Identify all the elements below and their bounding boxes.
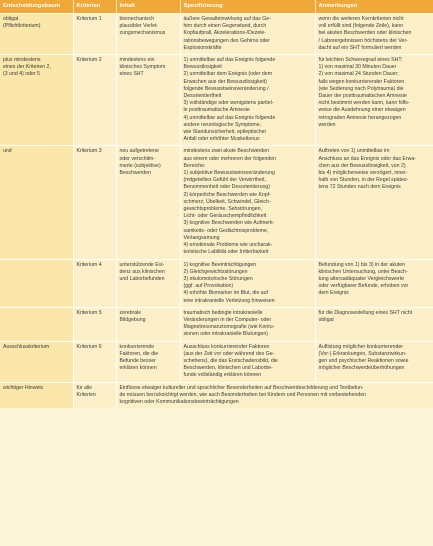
notes-cell-line: / Laborergebnissen höchstens der Ver-: [318, 37, 408, 44]
specification-cell-line: traumatisch bedingte intrakranielle: [183, 309, 263, 316]
notes-cell-line: Anschluss an das Ereignis oder das Erwa-: [318, 155, 416, 162]
specification-cell-line: (mitgeteiltes Gefühl der Verwirrtheit,: [183, 177, 266, 184]
content-cell: [116, 14, 180, 55]
specification-cell-line: samkeits- oder Gedächtnisprobleme,: [183, 227, 269, 234]
specification-cell-line: folgende Bewusstseinsveränderung /: [183, 85, 269, 92]
specification-cell-line: Verlangsamung: [183, 234, 220, 241]
content-cell-line: und Laborbefunden: [119, 275, 165, 282]
specification-cell-line: Erwachen aus der Bewusstlosigkeit): [183, 78, 267, 85]
specification-cell-line: gewichtsprobleme, Sehstörungen,: [183, 206, 262, 213]
specification-cell-line: teristische Labilität oder Irritierbarkeit: [183, 249, 269, 256]
criterion-cell: [73, 55, 116, 146]
note-criterion-cell: [73, 382, 116, 408]
specification-cell-line: andere neurologische Symptome,: [183, 121, 262, 128]
content-cell-line: Bildgebung: [119, 316, 146, 323]
specification-cell-line: Explosionskräfte: [183, 44, 222, 51]
criterion-cell-line: Kriterium 6: [76, 343, 102, 350]
specification-cell-line: 3) kognitive Beschwerden wie Aufmerk-: [183, 220, 275, 227]
notes-cell-line: bei akuten Beschwerden oder klinischen: [318, 30, 412, 37]
decision-cell-line: und: [3, 148, 12, 155]
notes-cell-line: dem Ereignis: [318, 290, 349, 297]
notes-cell: [315, 259, 433, 307]
content-cell: [116, 55, 180, 146]
note-label-cell-line: wichtiger Hinweis: [3, 384, 44, 391]
notes-cell-line: halb von Stunden, in der Regel spätes-: [318, 177, 409, 184]
content-cell: [116, 341, 180, 382]
specification-cell: [180, 307, 315, 341]
specification-cell: [180, 14, 315, 55]
notes-cell-line: nicht bestimmt werden kann, kann hilfs-: [318, 100, 410, 107]
notes-cell-line: bis 4) möglicherweise verzögert, inner-: [318, 170, 408, 177]
table-row: [0, 307, 433, 341]
specification-cell-line: rationsbewegungen des Gehirns oder: [183, 37, 271, 44]
criterion-cell: [73, 307, 116, 341]
content-cell: [116, 146, 180, 259]
content-cell-line: zungsmechanismus: [119, 30, 166, 37]
notes-cell-line: oder verfügbarer Befunde, erhoben vor: [318, 283, 409, 290]
content-cell-line: Befunde besser: [119, 357, 156, 364]
table-row: [0, 55, 433, 146]
notes-cell-line: tens 72 Stunden nach dem Ereignis: [318, 184, 401, 191]
notes-cell: [315, 55, 433, 146]
specification-cell-line: funde vollständig erklären können: [183, 372, 262, 379]
specification-cell: [180, 259, 315, 307]
note-text-cell: [116, 382, 433, 408]
note-criterion-cell-line: für alle: [76, 384, 93, 391]
specification-cell-line: Anfall oder erhöhter Muskeltonus: [183, 136, 260, 143]
criterion-cell: [73, 259, 116, 307]
specification-cell-line: Bereiche:: [183, 162, 206, 169]
criterion-cell-line: Kriterium 5: [76, 309, 102, 316]
notes-cell-line: gen und psychischer Reaktionen sowie: [318, 357, 409, 364]
specification-cell: [180, 55, 315, 146]
content-cell-line: neu aufgetretene: [119, 148, 159, 155]
decision-cell-line: Ausschlusskriterium: [3, 343, 50, 350]
specification-cell-line: äußere Gewalteinwirkung auf das Ge-: [183, 16, 271, 22]
specification-cell: [180, 341, 315, 382]
content-cell-line: oder verschlim-: [119, 155, 155, 162]
specification-cell-line: mindestens zwei akute Beschwerden: [183, 148, 269, 155]
decision-cell: [0, 55, 73, 146]
notes-cell-line: falls wegen konkurrierender Faktoren: [318, 78, 405, 85]
decision-cell-line: (3 und 4) oder 5: [3, 71, 40, 78]
specification-cell-line: hirn durch einen Gegenstand, durch: [183, 23, 267, 30]
header-decision-tree: Entscheidungsbaum: [0, 0, 73, 14]
specification-cell-line: Desorientiertheit: [183, 93, 222, 100]
notes-cell-line: tung altersadäquater Vergleichswerte: [318, 275, 405, 282]
criterion-cell-line: Kriterium 1: [76, 16, 102, 22]
notes-cell-line: möglicher Beschwerdeüberhöhungen: [318, 365, 405, 372]
decision-cell: [0, 259, 73, 307]
criterion-cell-line: Kriterium 4: [76, 261, 102, 268]
content-cell-line: mindestens ein: [119, 57, 155, 64]
notes-cell-line: Auflistung möglicher konkurrierender: [318, 343, 403, 350]
content-cell-line: Beschwerden: [119, 170, 151, 177]
specification-cell-line: Bewusstlosigkeit: [183, 64, 222, 71]
content-cell-line: unterstützende Evi-: [119, 261, 165, 268]
content-cell-line: merte (subjektive): [119, 162, 161, 169]
table-row: [0, 259, 433, 307]
content-cell-line: Faktoren, die die: [119, 350, 159, 357]
content-cell-line: erklären können: [119, 365, 157, 372]
criterion-cell-line: Kriterium 2: [76, 57, 102, 64]
decision-cell-line: (Pflichtkriterium): [3, 23, 41, 30]
header-notes: Anmerkungen: [315, 0, 433, 14]
notes-cell: [315, 146, 433, 259]
specification-cell-line: Kopfaufprall, Akzelerations-/Dezele-: [183, 30, 266, 37]
specification-cell-line: (aus der Zeit vor oder während des Ge-: [183, 350, 275, 357]
notes-cell-line: werden: [318, 121, 336, 128]
notes-cell-line: 1) von maximal 30 Minuten Dauer: [318, 64, 397, 71]
notes-cell-line: wenn die weiteren Kernkriterien nicht: [318, 16, 404, 22]
specification-cell-line: eine intrakranielle Verletzung hinweisen: [183, 297, 275, 304]
specification-cell-line: schmerz, Übelkeit, Schwindel, Gleich-: [183, 198, 271, 205]
notes-cell-line: (Vor-) Erkrankungen, Substanzwirkun-: [318, 350, 407, 357]
note-text-cell-line: Einflüsse etwaiger kultureller und sprachlicher Besonderheiten auf Beschwerdeschilderung und Testbefun-: [119, 384, 364, 391]
notes-cell-line: 2) von maximal 24 Stunden Dauer;: [318, 71, 399, 78]
notes-cell-line: obligat: [318, 316, 334, 323]
decision-cell-line: obligat: [3, 16, 19, 22]
content-cell-line: eines SHT: [119, 71, 144, 78]
header-content: Inhalt: [116, 0, 180, 14]
specification-cell-line: sionen oder intrakranielle Blutungen): [183, 331, 268, 338]
content-cell: [116, 307, 180, 341]
specification-cell-line: Veränderungen in der Computer- oder: [183, 316, 272, 323]
content-cell-line: konkurrierende: [119, 343, 155, 350]
notes-cell-line: chen aus der Bewusstlosigkeit, von 2): [318, 162, 406, 169]
header-specification: Spezifizierung: [180, 0, 315, 14]
specification-cell-line: Benommenheit oder Desorientierung): [183, 184, 271, 191]
specification-cell-line: 1) kognitive Beeinträchtigungen: [183, 261, 257, 268]
note-criterion-cell-line: Kriterien: [76, 391, 96, 398]
table-row: [0, 341, 433, 382]
notes-cell: [315, 307, 433, 341]
decision-cell: [0, 307, 73, 341]
decision-cell-line: eines der Kriterien 2,: [3, 64, 51, 71]
specification-cell-line: Magnetresonanztomografie (wie Kontu-: [183, 324, 275, 331]
specification-cell-line: aus einem oder mehreren der folgenden: [183, 155, 277, 162]
content-cell-line: denz aus klinischen: [119, 268, 165, 275]
specification-cell-line: 1) subjektive Bewusstseinsveränderung: [183, 170, 275, 177]
specification-cell-line: 3) vollständige oder wenigstens partiel-: [183, 100, 274, 107]
specification-cell: [180, 146, 315, 259]
notes-cell-line: weise die Ausdehnung einer etwaigen: [318, 107, 406, 114]
notes-cell: [315, 341, 433, 382]
specification-cell-line: 3) okulomotorische Störungen: [183, 275, 253, 282]
specification-cell-line: 4) erhöhte Biomarker im Blut, die auf: [183, 290, 268, 297]
specification-cell-line: wie Standunsicherheit, epileptischer: [183, 129, 267, 136]
note-row: [0, 382, 433, 408]
specification-cell-line: schehens), die das Erstschadensbild, die: [183, 357, 278, 364]
header-row: [0, 0, 433, 14]
criterion-cell-line: Kriterium 3: [76, 148, 102, 155]
specification-cell-line: Licht- oder Geräuschempfindlichkeit: [183, 213, 267, 220]
specification-cell-line: 1) unmittelbar auf das Ereignis folgende: [183, 57, 276, 64]
notes-cell: [315, 14, 433, 55]
notes-cell-line: Befundung von 1) bis 3) in der akuten: [318, 261, 406, 268]
specification-cell-line: 4) unmittelbar auf das Ereignis folgende: [183, 114, 276, 121]
notes-cell-line: Dauer der posttraumatischen Amnesie: [318, 93, 407, 100]
specification-cell-line: Ausschluss konkurrierender Faktoren: [183, 343, 270, 350]
specification-cell-line: 4) emotionale Probleme wie uncharak-: [183, 242, 273, 249]
decision-cell-line: plus mindestens: [3, 57, 41, 64]
criterion-cell: [73, 146, 116, 259]
decision-cell: [0, 14, 73, 55]
content-cell-line: zerebrale: [119, 309, 142, 316]
notes-cell-line: (wie Sedierung nach Polytrauma) die: [318, 85, 404, 92]
notes-cell-line: retrograden Amnesie herangezogen: [318, 114, 402, 121]
note-label-cell: [0, 382, 73, 408]
table-row: [0, 146, 433, 259]
notes-cell-line: dacht auf ein SHT formuliert werden: [318, 44, 402, 51]
criterion-cell: [73, 14, 116, 55]
specification-cell-line: 2) Gleichgewichtsstörungen: [183, 268, 248, 275]
decision-cell: [0, 341, 73, 382]
specification-cell-line: 2) körperliche Beschwerden wie Kopf-: [183, 191, 271, 198]
table-body: [0, 14, 433, 409]
content-cell-line: biomechanisch: [119, 16, 155, 22]
content-cell: [116, 259, 180, 307]
specification-cell-line: (ggf. auf Provokation): [183, 283, 234, 290]
specification-cell-line: Beschwerden, klinischen und Laborbe-: [183, 365, 273, 372]
notes-cell-line: voll erfüllt sind (folgende Zeile), kann: [318, 23, 403, 30]
notes-cell-line: für die Diagnosestellung eines SHT nicht: [318, 309, 413, 316]
header-criteria: Kriterien: [73, 0, 116, 14]
criterion-cell: [73, 341, 116, 382]
note-text-cell-line: de müssen berücksichtigt werden, wie auch Besonderheiten bei Kindern und Personen mit vorbestehenden: [119, 391, 367, 398]
decision-cell: [0, 146, 73, 259]
specification-cell-line: 2) unmittelbar dem Ereignis (oder dem: [183, 71, 273, 78]
content-cell-line: plausibler Verlet-: [119, 23, 159, 30]
table-row: [0, 14, 433, 55]
notes-cell-line: Auftreten von 1) unmittelbar im: [318, 148, 390, 155]
note-text-cell-line: kognitiven oder Kommunikationsbeeinträchtigungen: [119, 398, 239, 405]
notes-cell-line: klinischen Untersuchung, unter Beach-: [318, 268, 408, 275]
content-cell-line: klinisches Symptom: [119, 64, 166, 71]
specification-cell-line: le posttraumatische Amnesie: [183, 107, 250, 114]
notes-cell-line: für leichten Schweregrad eines SHT:: [318, 57, 403, 64]
